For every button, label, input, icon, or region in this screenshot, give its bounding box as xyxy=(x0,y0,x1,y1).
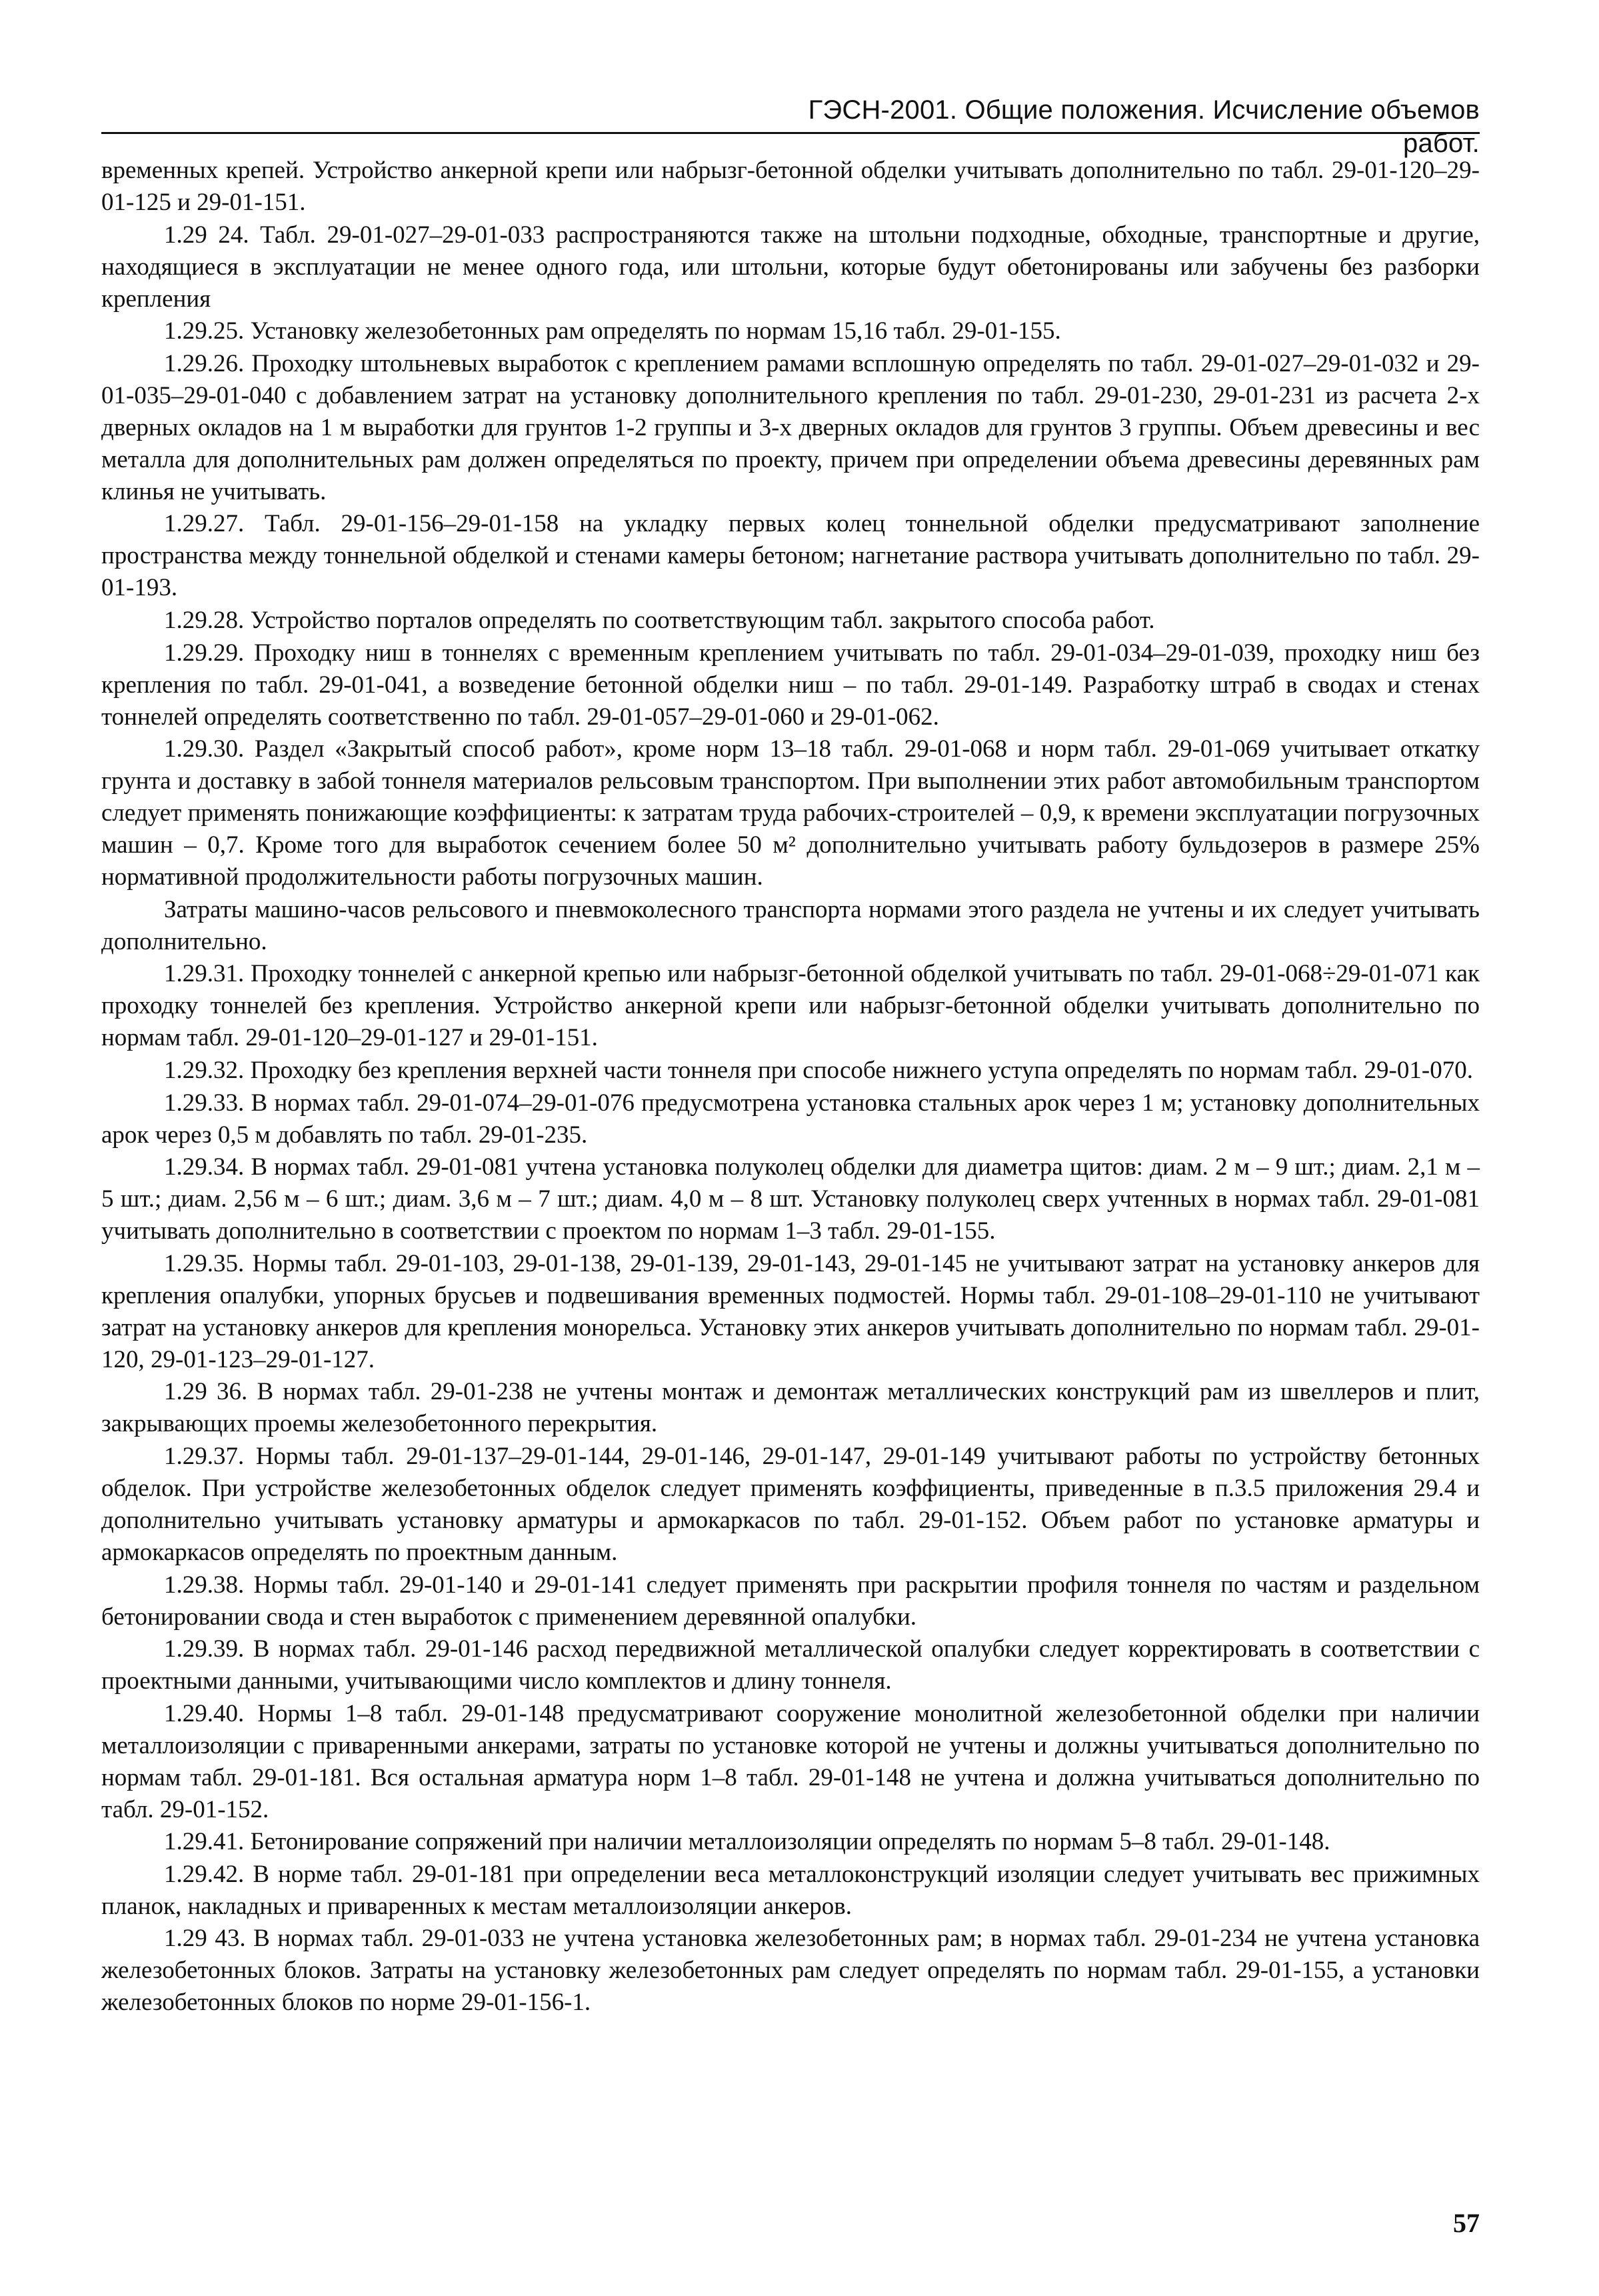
paragraph-1-29-25: 1.29.25. Установку железобетонных рам определять по нормам 15,16 табл. 29-01-155. xyxy=(164,317,1061,345)
body-text xyxy=(101,155,1480,2019)
paragraph-1-29-30-note: Затраты машино-часов рельсового и пневмоколесного транспорта нормами этого раздела не учтены и их следует учитывать дополнительно. xyxy=(101,895,1480,955)
paragraph-continuation: временных крепей. Устройство анкерной крепи или набрызг-бетонной обделки учитывать дополнительно по табл. 29-01-120–29-01-125 и 29-01-151. xyxy=(101,157,1480,216)
paragraph-1-29-34: 1.29.34. В нормах табл. 29-01-081 учтена установка полуколец обделки для диаметра щитов: диам. 2 м – 9 шт.; диам. 2,1 м – 5 шт.; диам. 2,56 м – 6 шт.; диам. 3,6 м – 7 шт.; диам. 4,0 м – 8 шт. Установку полуколец сверх учтенных в нормах табл. 29-01-081 учитывать дополнительно в соответствии с проектом по нормам 1–3 табл. 29-01-155. xyxy=(101,1153,1480,1245)
paragraph-1-29-37: 1.29.37. Нормы табл. 29-01-137–29-01-144, 29-01-146, 29-01-147, 29-01-149 учитывают работы по устройству бетонных обделок. При устройстве железобетонных обделок следует применять коэффициенты, приведенные в п.3.5 приложения 29.4 и дополнительно учитывать установку арматуры и армокаркасов по табл. 29-01-152. Объем работ по установке арматуры и армокаркасов определять по проектным данным. xyxy=(101,1442,1480,1566)
paragraph-1-29-41: 1.29.41. Бетонирование сопряжений при наличии металлоизоляции определять по нормам 5–8 табл. 29-01-148. xyxy=(164,1828,1330,1856)
header-rule xyxy=(101,132,1480,134)
paragraph-1-29-43: 1.29 43. В нормах табл. 29-01-033 не учтена установка железобетонных рам; в нормах табл. 29-01-234 не учтена установка железобетонных блоков. Затраты на установку железобетонных рам следует определять по нормам табл. 29-01-155, а установки железобетонных блоков по норме 29-01-156-1. xyxy=(101,1925,1480,2017)
paragraph-1-29-36: 1.29 36. В нормах табл. 29-01-238 не учтены монтаж и демонтаж металлических конструкций рам из швеллеров и плит, закрывающих проемы железобетонного перекрытия. xyxy=(101,1378,1480,1438)
paragraph-1-29-30: 1.29.30. Раздел «Закрытый способ работ», кроме норм 13–18 табл. 29-01-068 и норм табл. 29-01-069 учитывает откатку грунта и доставку в забой тоннеля материалов рельсовым транспортом. При выполнении этих работ автомобильным транспортом следует применять понижающие коэффициенты: к затратам труда рабочих-строителей – 0,9, к времени эксплуатации погрузочных машин – 0,7. Кроме того для выработок сечением более 50 м² дополнительно учитывать работу бульдозеров в размере 25% нормативной продолжительности работы погрузочных машин. xyxy=(101,735,1480,891)
paragraph-1-29-35: 1.29.35. Нормы табл. 29-01-103, 29-01-138, 29-01-139, 29-01-143, 29-01-145 не учитывают затрат на установку анкеров для крепления опалубки, упорных брусьев и подвешивания временных подмостей. Нормы табл. 29-01-108–29-01-110 не учитывают затрат на установку анкеров для крепления монорельса. Установку этих анкеров учитывать дополнительно по нормам табл. 29-01-120, 29-01-123–29-01-127. xyxy=(101,1249,1480,1373)
paragraph-1-29-33: 1.29.33. В нормах табл. 29-01-074–29-01-076 предусмотрена установка стальных арок через 1 м; установку дополнительных арок через 0,5 м добавлять по табл. 29-01-235. xyxy=(101,1089,1480,1149)
paragraph-1-29-32: 1.29.32. Проходку без крепления верхней части тоннеля при способе нижнего уступа определять по нормам табл. 29-01-070. xyxy=(164,1056,1473,1084)
paragraph-1-29-28: 1.29.28. Устройство порталов определять по соответствующим табл. закрытого способа работ. xyxy=(164,606,1155,634)
running-header: ГЭСН-2001. Общие положения. Исчисление объемов работ. xyxy=(808,95,1480,158)
paragraph-1-29-26: 1.29.26. Проходку штольневых выработок с креплением рамами всплошную определять по табл. 29-01-027–29-01-032 и 29-01-035–29-01-040 с добавлением затрат на установку дополнительного крепления по табл. 29-01-230, 29-01-231 из расчета 2-х дверных окладов на 1 м выработки для грунтов 1-2 группы и 3-х дверных окладов для грунтов 3 группы. Объем древесины и вес металла для дополнительных рам должен определяться по проекту, причем при определении объема древесины деревянных рам клинья не учитывать. xyxy=(101,349,1480,505)
paragraph-1-29-24: 1.29 24. Табл. 29-01-027–29-01-033 распространяются также на штольни подходные, обходные, транспортные и другие, находящиеся в эксплуатации не менее одного года, или штольни, которые будут обетонированы или забучены без разборки крепления xyxy=(101,221,1480,313)
page-number: 57 xyxy=(1453,2208,1480,2238)
paragraph-1-29-27: 1.29.27. Табл. 29-01-156–29-01-158 на укладку первых колец тоннельной обделки предусматривают заполнение пространства между тоннельной обделкой и стенами камеры бетоном; нагнетание раствора учитывать дополнительно по табл. 29-01-193. xyxy=(101,510,1480,602)
paragraph-1-29-42: 1.29.42. В норме табл. 29-01-181 при определении веса металлоконструкций изоляции следует учитывать вес прижимных планок, накладных и приваренных к местам металлоизоляции анкеров. xyxy=(101,1860,1480,1920)
paragraph-1-29-29: 1.29.29. Проходку ниш в тоннелях с временным креплением учитывать по табл. 29-01-034–29-01-039, проходку ниш без крепления по табл. 29-01-041, а возведение бетонной обделки ниш – по табл. 29-01-149. Разработку штраб в сводах и стенах тоннелей определять соответственно по табл. 29-01-057–29-01-060 и 29-01-062. xyxy=(101,639,1480,731)
paragraph-1-29-31: 1.29.31. Проходку тоннелей с анкерной крепью или набрызг-бетонной обделкой учитывать по табл. 29-01-068÷29-01-071 как проходку тоннелей без крепления. Устройство анкерной крепи или набрызг-бетонной обделки учитывать дополнительно по нормам табл. 29-01-120–29-01-127 и 29-01-151. xyxy=(101,960,1480,1052)
paragraph-1-29-38: 1.29.38. Нормы табл. 29-01-140 и 29-01-141 следует применять при раскрытии профиля тоннеля по частям и раздельном бетонировании свода и стен выработок с применением деревянной опалубки. xyxy=(101,1571,1480,1631)
paragraph-1-29-40: 1.29.40. Нормы 1–8 табл. 29-01-148 предусматривают сооружение монолитной железобетонной обделки при наличии металлоизоляции с приваренными анкерами, затраты по установке которой не учтены и должны учитываться дополнительно по нормам табл. 29-01-181. Вся остальная арматура норм 1–8 табл. 29-01-148 не учтена и должна учитываться дополнительно по табл. 29-01-152. xyxy=(101,1699,1480,1823)
paragraph-1-29-39: 1.29.39. В нормах табл. 29-01-146 расход передвижной металлической опалубки следует корректировать в соответствии с проектными данными, учитывающими число комплектов и длину тоннеля. xyxy=(101,1635,1480,1695)
